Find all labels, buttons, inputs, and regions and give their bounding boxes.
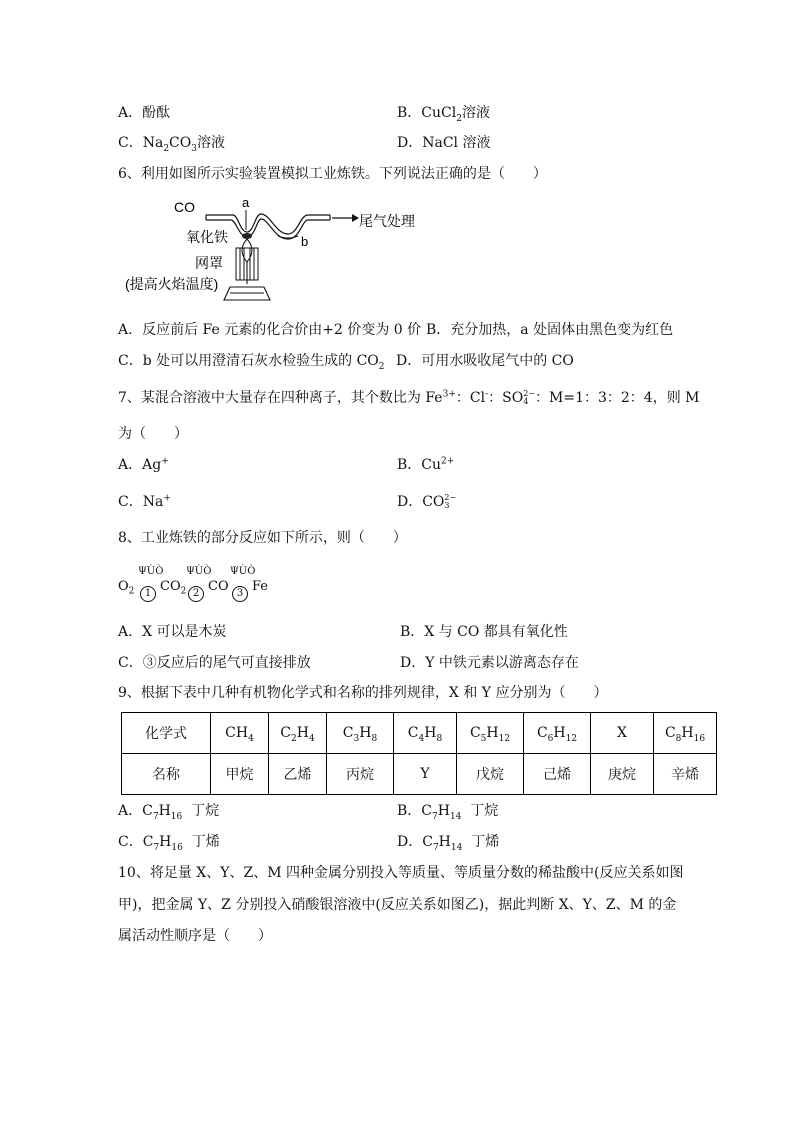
table-cell: $C_6H_{12}$ bbox=[524, 713, 591, 754]
table-cell: 乙烯 bbox=[269, 754, 327, 795]
label-iron-oxide: 氧化铁 bbox=[186, 229, 228, 245]
q8-reaction-chain bbox=[118, 566, 378, 606]
table-cell: 丙烷 bbox=[327, 754, 394, 795]
table-cell: 庚烷 bbox=[591, 754, 654, 795]
q6-apparatus-figure bbox=[118, 192, 438, 307]
q6-option-c: C．b 处可以用澄清石灰水检验生成的 $CO_2$ bbox=[118, 353, 385, 372]
q7-option-c: C．Na+ bbox=[118, 493, 171, 510]
q5-option-a: A．酚酞 bbox=[118, 105, 171, 121]
q9-option-a: A．$C_7H_{16}$ 丁烷 bbox=[118, 803, 220, 822]
q9-option-b: B．$C_7H_{14}$ 丁烷 bbox=[397, 803, 499, 822]
label-b: b bbox=[301, 234, 309, 249]
formula-co: CO bbox=[208, 579, 229, 594]
q9-stem: 9、根据下表中几种有机物化学式和名称的排列规律，X 和 Y 应分别为（ ） bbox=[118, 685, 608, 701]
q7-stem-line2: 为（ ） bbox=[118, 426, 188, 442]
q10-stem-line1: 10、将足量 X、Y、Z、M 四种金属分别投入等质量、等质量分数的稀盐酸中(反应关系如图 bbox=[118, 865, 684, 881]
table-cell: $C_5H_{12}$ bbox=[457, 713, 524, 754]
q9-option-c: C．$C_7H_{16}$ 丁烯 bbox=[118, 834, 220, 853]
label-a: a bbox=[242, 195, 250, 210]
q7-stem-line1: 7、某混合溶液中大量存在四种离子，其个数比为 $Fe^{3+}$：Cl-：SO 2− 4 ：M=1：3：2：4，则 M bbox=[118, 389, 700, 406]
arrow-label-2: ΨÙÒ bbox=[186, 566, 212, 577]
table-cell: $C_2H_4$ bbox=[269, 713, 327, 754]
q8-option-b: B．X 与 CO 都具有氧化性 bbox=[400, 624, 568, 640]
table-cell: $C_8H_{16}$ bbox=[654, 713, 717, 754]
q5-option-b: B．CuCl$_2$溶液 bbox=[397, 105, 490, 124]
iron-oxide-sample bbox=[242, 233, 252, 239]
table-cell: 戊烷 bbox=[457, 754, 524, 795]
step-1-circle: 1 bbox=[140, 586, 156, 602]
table-row-formula bbox=[122, 713, 717, 754]
table-cell: 甲烷 bbox=[211, 754, 269, 795]
q5-option-d: D．NaCl 溶液 bbox=[397, 135, 491, 151]
alcohol-lamp bbox=[224, 262, 270, 300]
q5-option-c: C．$Na_2CO_3$溶液 bbox=[118, 135, 225, 154]
q8-option-d: D．Y 中铁元素以游离态存在 bbox=[400, 655, 579, 671]
formula-fe: Fe bbox=[252, 579, 269, 594]
q7-option-d: D．CO 2− 3 bbox=[397, 493, 457, 510]
arrow-right-icon bbox=[332, 214, 359, 222]
q6-stem: 6、利用如图所示实验装置模拟工业炼铁。下列说法正确的是（ ） bbox=[118, 166, 547, 182]
table-cell: $C_3H_8$ bbox=[327, 713, 394, 754]
q9-option-d: D．$C_7H_{14}$ 丁烯 bbox=[397, 834, 500, 853]
label-gauze: 网罩 bbox=[195, 255, 223, 271]
q10-stem-line3: 属活动性顺序是（ ） bbox=[118, 928, 272, 944]
label-gas-treatment: 尾气处理 bbox=[359, 213, 415, 229]
table-cell: $C_4H_8$ bbox=[394, 713, 457, 754]
q7-option-a: A．Ag+ bbox=[118, 456, 169, 473]
q6-option-d: D．可用水吸收尾气中的 CO bbox=[396, 353, 574, 369]
table-cell: $CH_4$ bbox=[211, 713, 269, 754]
hydrocarbon-table bbox=[121, 712, 717, 795]
table-cell: 辛烯 bbox=[654, 754, 717, 795]
q8-option-c: C．③反应后的尾气可直接排放 bbox=[118, 655, 311, 671]
q7-option-b: B．$Cu^{2+}$ bbox=[397, 456, 455, 473]
table-row-name bbox=[122, 754, 717, 795]
q10-stem-line2: 甲)，把金属 Y、Z 分别投入硝酸银溶液中(反应关系如图乙)，据此判断 X、Y、Z、M 的金 bbox=[118, 897, 677, 913]
table-row-label: 化学式 bbox=[122, 713, 211, 754]
label-flame-note: (提高火焰温度) bbox=[125, 276, 219, 292]
table-cell: 己烯 bbox=[524, 754, 591, 795]
arrow-label-1: ΨÙÒ bbox=[138, 566, 164, 577]
label-co: CO bbox=[174, 199, 195, 215]
q8-option-a: A．X 可以是木炭 bbox=[118, 624, 227, 640]
step-2-circle: 2 bbox=[188, 586, 204, 602]
table-cell: X bbox=[591, 713, 654, 754]
q8-stem: 8、工业炼铁的部分反应如下所示，则（ ） bbox=[118, 530, 407, 546]
q6-option-b: B．充分加热，a 处固体由黑色变为红色 bbox=[426, 322, 674, 338]
formula-co2: $CO_2$ bbox=[160, 579, 187, 597]
arrow-label-3: ΨÙÒ bbox=[230, 566, 256, 577]
step-3-circle: 3 bbox=[232, 586, 248, 602]
table-row-label: 名称 bbox=[122, 754, 211, 795]
table-cell: Y bbox=[394, 754, 457, 795]
formula-o2: $O_2$ bbox=[118, 579, 135, 597]
q6-option-a: A．反应前后 Fe 元素的化合价由+2 价变为 0 价 bbox=[118, 322, 422, 338]
